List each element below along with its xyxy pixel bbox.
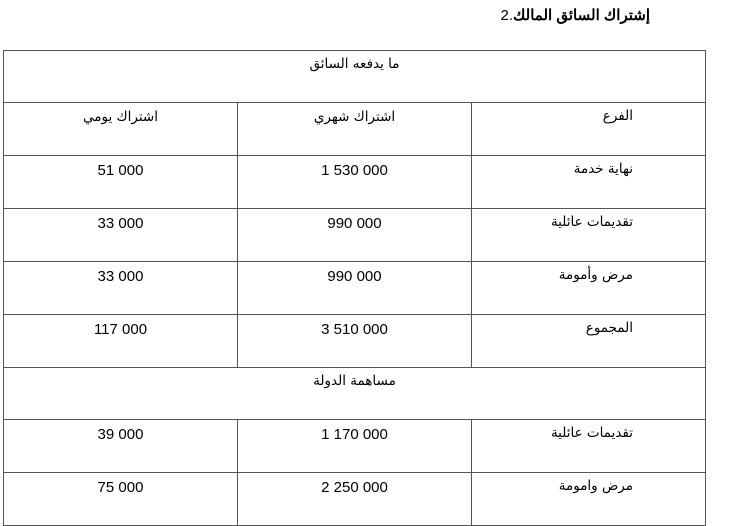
heading-number: 2. — [500, 7, 514, 24]
cell-branch: مرض وامومة — [472, 473, 706, 526]
table-row — [4, 368, 706, 420]
cell-monthly: 990 000 — [238, 209, 472, 262]
table-row — [4, 209, 706, 262]
cell-daily: 33 000 — [4, 262, 238, 315]
table-total-row — [4, 315, 706, 368]
section-heading — [495, 6, 651, 24]
cell-monthly-total: 3 510 000 — [238, 315, 472, 368]
cell-daily: 75 000 — [4, 473, 238, 526]
header-branch: الفرع — [472, 103, 706, 156]
cell-daily: 33 000 — [4, 209, 238, 262]
cell-monthly: 1 530 000 — [238, 156, 472, 209]
cell-monthly: 1 170 000 — [238, 420, 472, 473]
table-row — [4, 473, 706, 526]
heading-text: إشتراك السائق المالك — [513, 7, 650, 24]
cell-daily: 51 000 — [4, 156, 238, 209]
cell-daily-total: 117 000 — [4, 315, 238, 368]
header-daily: اشتراك يومي — [4, 103, 238, 156]
cell-monthly: 990 000 — [238, 262, 472, 315]
table-header-row — [4, 103, 706, 156]
cell-branch: تقديمات عائلية — [472, 209, 706, 262]
cell-branch: مرض وأمومة — [472, 262, 706, 315]
cell-monthly: 2 250 000 — [238, 473, 472, 526]
section-title-driver-pays: ما يدفعه السائق — [4, 51, 706, 103]
table-row — [4, 262, 706, 315]
cell-branch: تقديمات عائلية — [472, 420, 706, 473]
header-monthly: اشتراك شهري — [238, 103, 472, 156]
section-title-state-contribution: مساهمة الدولة — [4, 368, 706, 420]
cell-branch: نهاية خدمة — [472, 156, 706, 209]
table-row — [4, 420, 706, 473]
cell-branch-total: المجموع — [472, 315, 706, 368]
subscription-table — [3, 50, 706, 526]
table-row — [4, 51, 706, 103]
table-row — [4, 156, 706, 209]
cell-daily: 39 000 — [4, 420, 238, 473]
